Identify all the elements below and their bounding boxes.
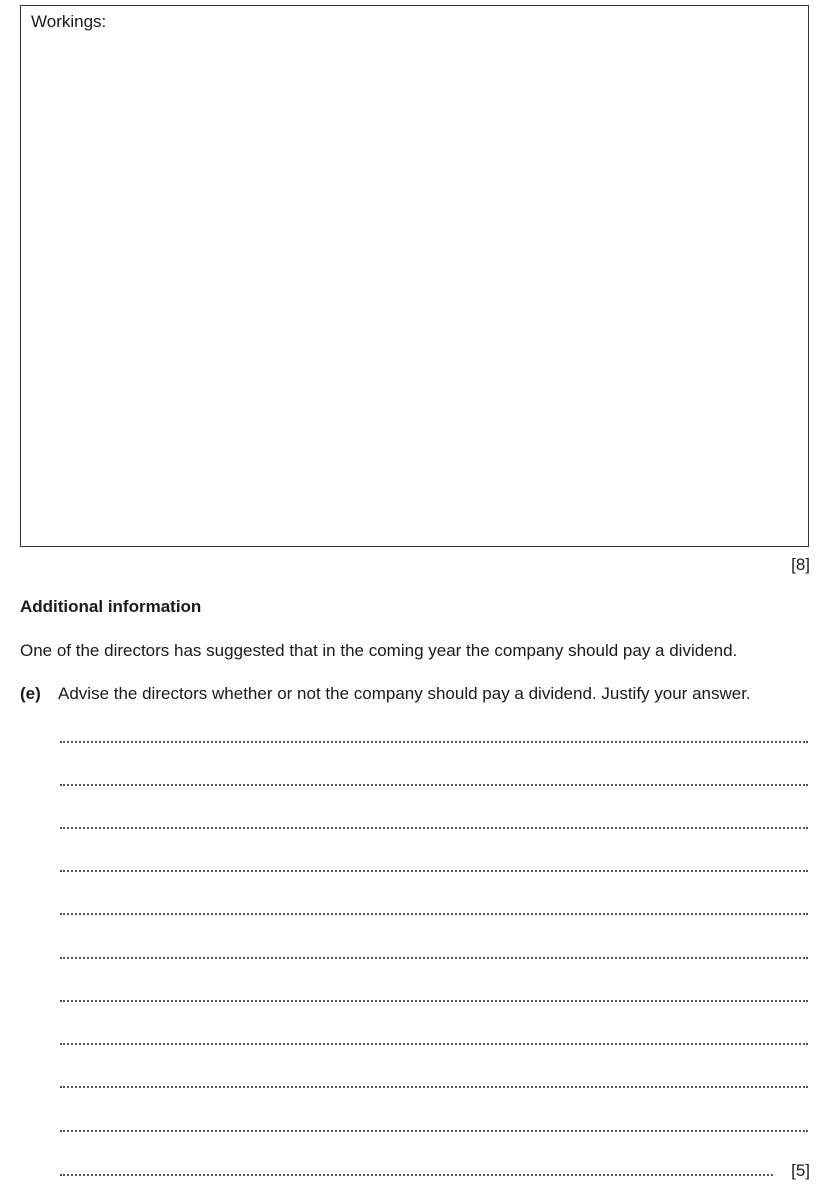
answer-line[interactable] xyxy=(60,1000,808,1002)
answer-line[interactable] xyxy=(60,1043,808,1045)
section-paragraph: One of the directors has suggested that in the coming year the company should pay a dividend. xyxy=(20,641,738,660)
answer-line[interactable] xyxy=(60,1086,808,1088)
answer-line[interactable] xyxy=(60,870,808,872)
answer-line[interactable] xyxy=(60,741,808,743)
answer-line[interactable] xyxy=(60,1130,808,1132)
question-e xyxy=(20,684,751,704)
section-heading: Additional information xyxy=(20,597,202,616)
question-text: Advise the directors whether or not the company should pay a dividend. Justify your answer. xyxy=(58,684,751,703)
workings-label: Workings: xyxy=(31,12,107,31)
answer-line[interactable] xyxy=(60,913,808,915)
answer-line[interactable] xyxy=(60,784,808,786)
question-number: (e) xyxy=(20,684,41,703)
marks-allocation-5: [5] xyxy=(791,1161,810,1180)
answer-line[interactable] xyxy=(60,1174,773,1176)
marks-allocation-8: [8] xyxy=(791,555,810,574)
answer-line[interactable] xyxy=(60,827,808,829)
answer-line[interactable] xyxy=(60,957,808,959)
workings-box[interactable] xyxy=(20,5,809,547)
